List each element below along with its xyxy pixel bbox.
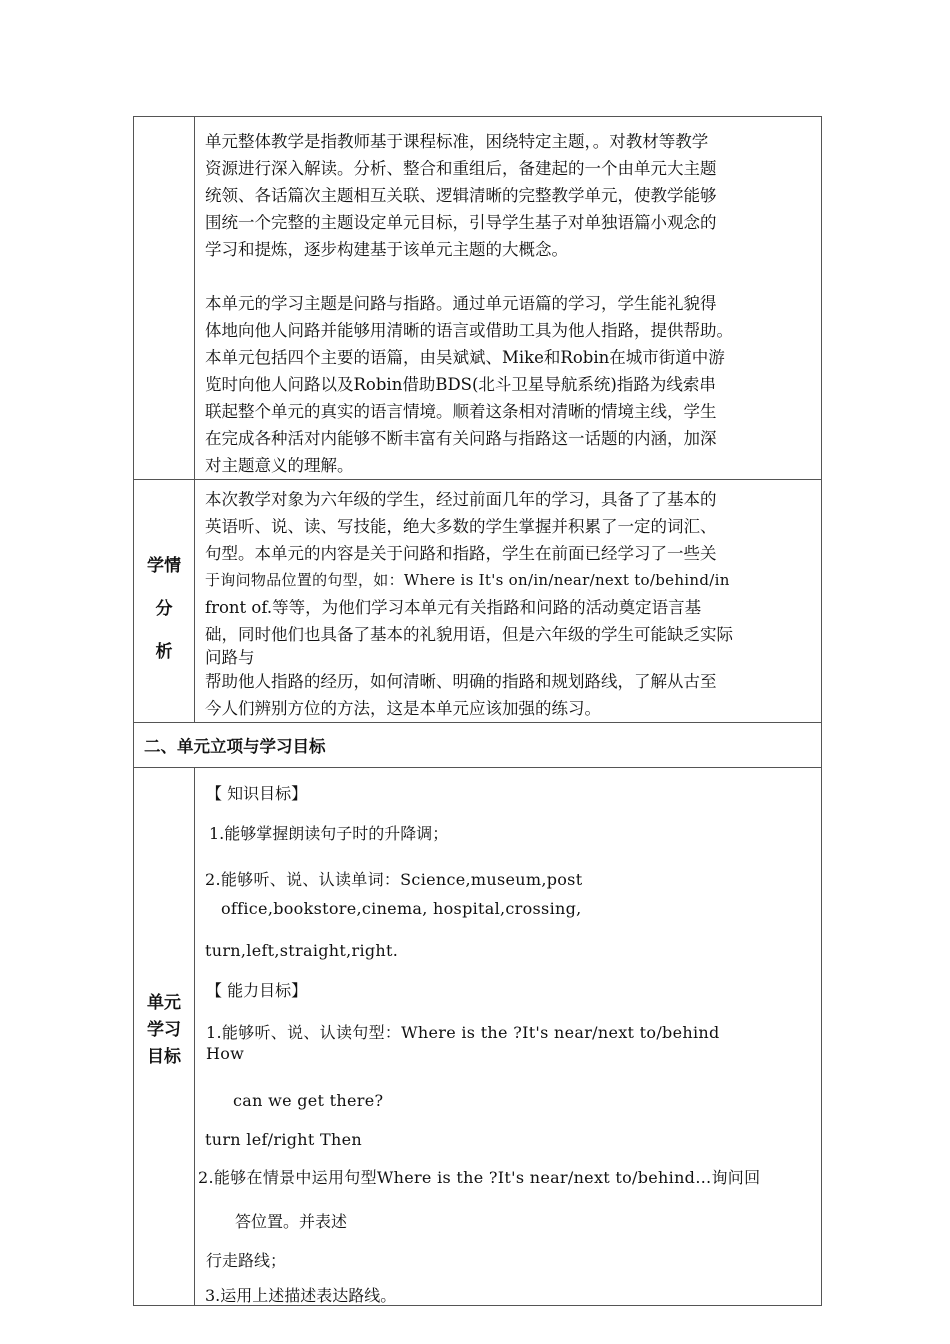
intro-line: 览时向他人问路以及Robin借助BDS(北斗卫星导航系统)指路为线索串 <box>205 375 716 394</box>
unit-intro-content-cell <box>195 117 822 480</box>
goals-label-part: 单元 <box>147 993 181 1013</box>
learner-line: 帮助他人指路的经历，如何清晰、明确的指路和规划路线，了解从古至 <box>205 672 717 691</box>
goal-item: 1.能够听、说、认读句型：Where is the ?It's near/next to/behind <box>206 1023 720 1042</box>
learning-goals-content-cell <box>195 768 822 1306</box>
intro-line: 对主题意义的理解。 <box>205 456 354 475</box>
learner-line: front of.等等，为他们学习本单元有关指路和问路的活动奠定语言基 <box>205 598 702 617</box>
intro-line: 本单元的学习主题是问路与指路。通过单元语篇的学习，学生能礼貌得 <box>205 294 717 313</box>
learner-label-part: 分 <box>155 598 173 619</box>
learner-line: 句型。本单元的内容是关于问路和指路，学生在前面已经学习了一些关 <box>205 544 717 563</box>
learner-line: 于询问物品位置的句型，如：Where is It's on/in/near/next to/behind/in <box>205 571 730 589</box>
intro-line: 围统一个完整的主题设定单元目标，引导学生基子对单独语篇小观念的 <box>205 213 717 232</box>
learner-label-part: 学情 <box>147 555 181 576</box>
learner-line: 本次教学对象为六年级的学生，经过前面几年的学习，具备了了基本的 <box>205 490 717 509</box>
learner-line: 今人们辨别方位的方法，这是本单元应该加强的练习。 <box>205 699 601 718</box>
goal-item: turn lef/right Then <box>205 1130 362 1149</box>
intro-line: 本单元包括四个主要的语篇，由吴斌斌、Mike和Robin在城市街道中游 <box>205 348 725 367</box>
lesson-plan-table <box>133 116 822 1306</box>
learning-goals-row <box>134 768 822 1306</box>
ability-goals-heading: 【 能力目标】 <box>206 981 308 1000</box>
knowledge-goals-heading: 【 知识目标】 <box>206 784 308 803</box>
goal-item: 3.运用上述描述表达路线。 <box>205 1286 397 1305</box>
intro-line: 单元整体教学是指教师基于课程标准，困绕特定主题，。对教材等教学 <box>205 132 709 151</box>
learner-analysis-row <box>134 480 822 723</box>
section-heading-row <box>134 723 822 768</box>
unit-intro-label-cell <box>134 117 195 480</box>
goal-item: 答位置。并表述 <box>235 1212 348 1231</box>
section-heading: 二、单元立项与学习目标 <box>144 737 326 756</box>
unit-intro-row <box>134 117 822 480</box>
learner-analysis-label-cell <box>134 480 195 723</box>
intro-line: 资源进行深入解读。分析、整合和重组后，备建起的一个由单元大主题 <box>205 159 717 178</box>
intro-line: 统领、各话篇次主题相互关联、逻辑清晰的完整教学单元，使教学能够 <box>205 186 717 205</box>
goal-item: 行走路线； <box>206 1251 287 1270</box>
intro-line: 体地向他人问路并能够用清晰的语言或借助工具为他人指路，提供帮助。 <box>205 321 733 340</box>
goal-item: office,bookstore,cinema, hospital,crossing, <box>221 899 582 918</box>
intro-line: 在完成各种活对内能够不断丰富有关问路与指路这一话题的内涵，加深 <box>205 429 717 448</box>
intro-line: 联起整个单元的真实的语言情境。顺着这条相对清晰的情境主线，学生 <box>205 402 717 421</box>
learner-label-part: 析 <box>155 641 173 662</box>
goal-item: 1.能够掌握朗读句子时的升降调； <box>209 824 449 843</box>
learner-line: 英语听、说、读、写技能，绝大多数的学生掌握并积累了一定的词汇、 <box>205 517 717 536</box>
intro-line: 学习和提炼，逐步构建基于该单元主题的大概念。 <box>205 240 568 259</box>
goal-item: 2.能够在情景中运用句型Where is the ?It's near/next to/behind…询问回 <box>198 1168 761 1187</box>
learner-analysis-content-cell <box>195 480 822 723</box>
goal-item: 2.能够听、说、认读单词：Science,museum,post <box>205 870 583 889</box>
goal-item: turn,left,straight,right. <box>205 941 399 960</box>
learner-line: 问路与 <box>205 648 255 667</box>
section-heading-cell <box>134 723 822 768</box>
goal-item: How <box>206 1044 245 1063</box>
goal-item: can we get there? <box>233 1091 384 1110</box>
learner-line: 础，同时他们也具备了基本的礼貌用语，但是六年级的学生可能缺乏实际 <box>205 625 733 644</box>
goals-label-part: 学习 <box>147 1020 181 1040</box>
goals-label-part: 目标 <box>147 1047 181 1067</box>
learning-goals-label-cell <box>134 768 195 1306</box>
